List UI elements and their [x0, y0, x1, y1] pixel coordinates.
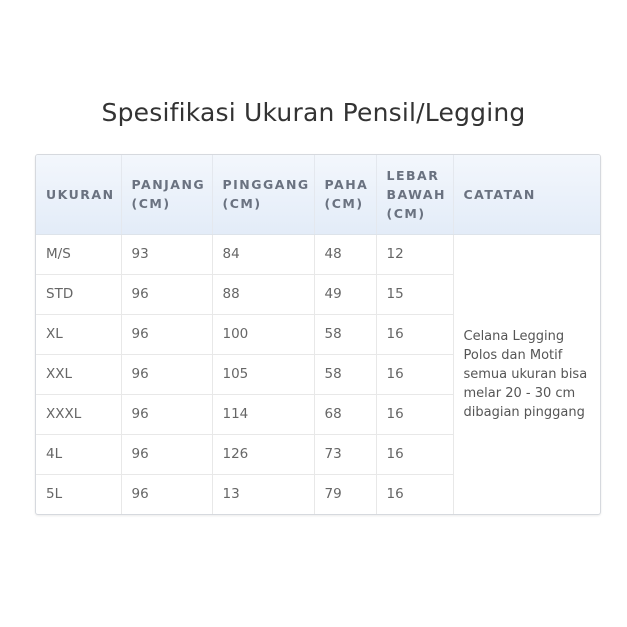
header-catatan: CATATAN — [453, 155, 601, 234]
cell-pinggang: 114 — [212, 394, 314, 434]
cell-panjang: 96 — [121, 474, 212, 514]
cell-lebar-bawah: 12 — [376, 234, 453, 274]
cell-ukuran: XXXL — [36, 394, 121, 434]
cell-paha: 73 — [314, 434, 376, 474]
cell-panjang: 93 — [121, 234, 212, 274]
cell-ukuran: XXL — [36, 354, 121, 394]
cell-paha: 68 — [314, 394, 376, 434]
cell-pinggang: 126 — [212, 434, 314, 474]
cell-paha: 58 — [314, 314, 376, 354]
table-row — [36, 234, 601, 274]
cell-pinggang: 105 — [212, 354, 314, 394]
cell-lebar-bawah: 16 — [376, 314, 453, 354]
cell-panjang: 96 — [121, 274, 212, 314]
cell-pinggang: 88 — [212, 274, 314, 314]
cell-paha: 49 — [314, 274, 376, 314]
cell-ukuran: 4L — [36, 434, 121, 474]
cell-paha: 58 — [314, 354, 376, 394]
header-paha: PAHA (CM) — [314, 155, 376, 234]
cell-lebar-bawah: 16 — [376, 394, 453, 434]
cell-pinggang: 13 — [212, 474, 314, 514]
cell-paha: 48 — [314, 234, 376, 274]
cell-panjang: 96 — [121, 354, 212, 394]
cell-ukuran: STD — [36, 274, 121, 314]
cell-paha: 79 — [314, 474, 376, 514]
cell-lebar-bawah: 16 — [376, 434, 453, 474]
header-pinggang: PINGGANG (CM) — [212, 155, 314, 234]
header-ukuran: UKURAN — [36, 155, 121, 234]
header-lebar-bawah: LEBAR BAWAH (CM) — [376, 155, 453, 234]
cell-catatan: Celana Legging Polos dan Motif semua ukuran bisa melar 20 - 30 cm dibagian pinggang — [453, 234, 601, 514]
cell-ukuran: XL — [36, 314, 121, 354]
cell-pinggang: 100 — [212, 314, 314, 354]
cell-pinggang: 84 — [212, 234, 314, 274]
cell-panjang: 96 — [121, 434, 212, 474]
cell-panjang: 96 — [121, 394, 212, 434]
cell-ukuran: 5L — [36, 474, 121, 514]
cell-lebar-bawah: 16 — [376, 354, 453, 394]
page-title: Spesifikasi Ukuran Pensil/Legging — [101, 98, 526, 127]
size-table — [36, 155, 601, 515]
header-panjang: PANJANG (CM) — [121, 155, 212, 234]
cell-lebar-bawah: 15 — [376, 274, 453, 314]
table-header-row — [36, 155, 601, 234]
cell-lebar-bawah: 16 — [376, 474, 453, 514]
size-table-card — [35, 154, 601, 515]
cell-ukuran: M/S — [36, 234, 121, 274]
cell-panjang: 96 — [121, 314, 212, 354]
